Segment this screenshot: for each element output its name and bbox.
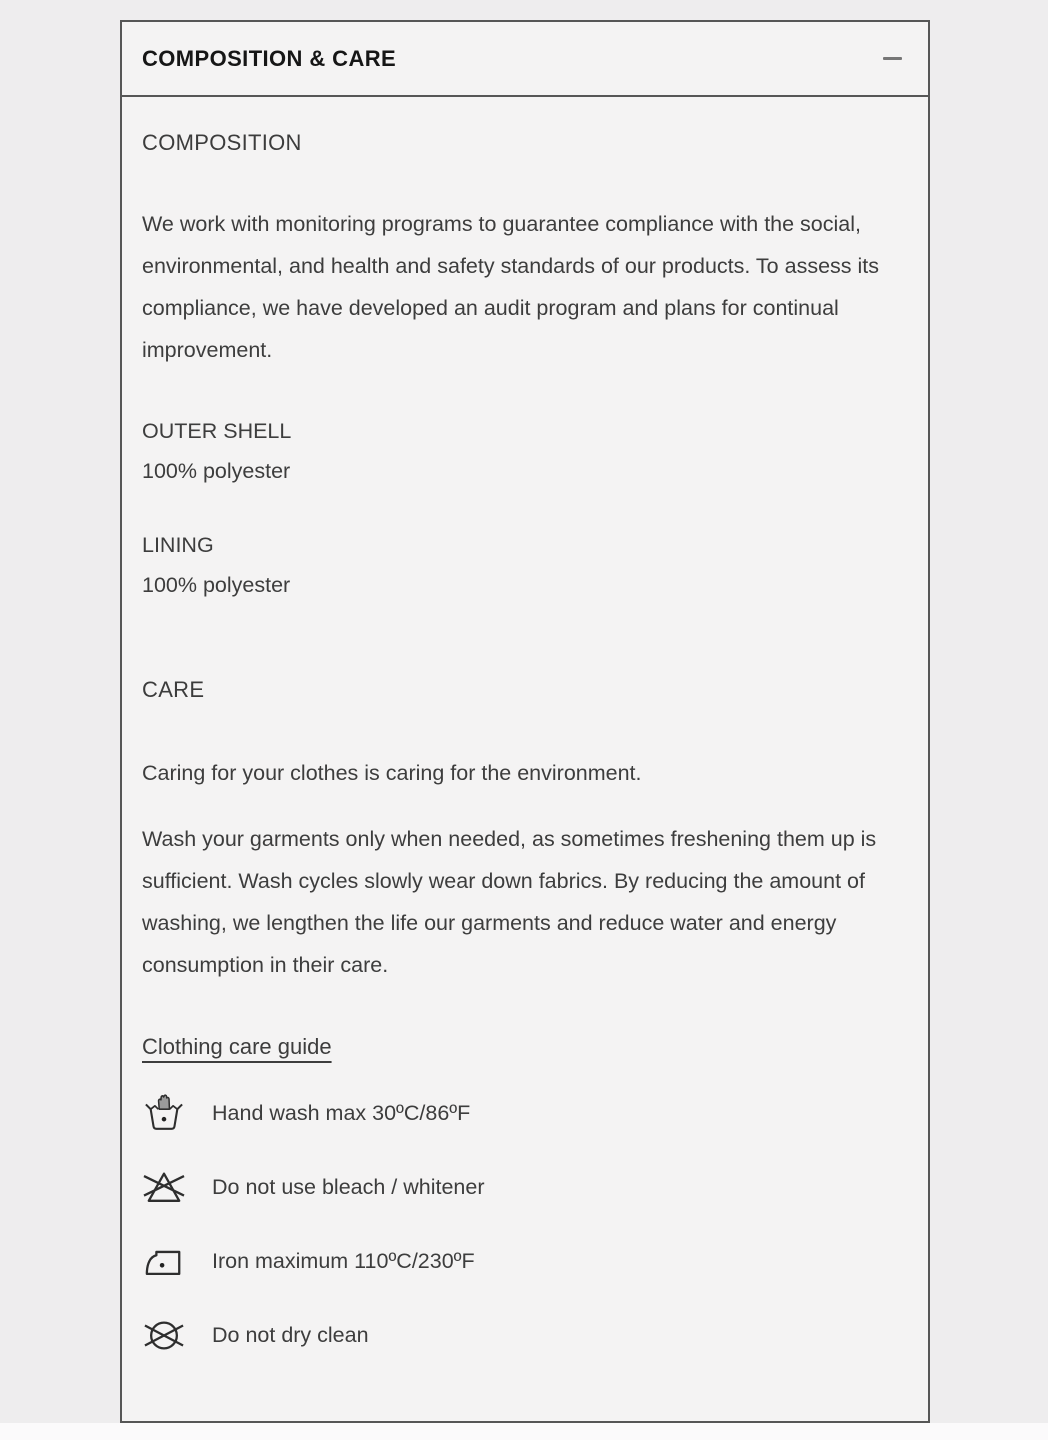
care-instruction-label: Iron maximum 110ºC/230ºF: [212, 1248, 475, 1273]
guide-link-wrap: [142, 1032, 902, 1062]
panel-title: COMPOSITION & CARE: [142, 45, 397, 71]
composition-intro-paragraph: We work with monitoring programs to guarantee compliance with the social, environmental, and health and safety standards of our products. To assess its compliance, we have developed an audit program and plans for continual improvement.: [142, 212, 880, 362]
materials-list: [142, 411, 902, 605]
accordion-header-composition-care[interactable]: [122, 22, 928, 97]
composition-care-panel: [120, 20, 930, 1423]
material-part: LINING: [142, 533, 214, 557]
page-bottom-strip: [0, 1423, 1048, 1440]
care-instruction-label: Hand wash max 30ºC/86ºF: [212, 1100, 471, 1125]
material-fabric: 100% polyester: [142, 573, 291, 597]
care-tagline: Caring for your clothes is caring for the environment.: [142, 761, 642, 785]
material-fabric: 100% polyester: [142, 459, 291, 483]
hand-wash-icon: [142, 1092, 186, 1134]
material-block: [142, 525, 902, 605]
iron-max-icon: [142, 1240, 186, 1282]
clothing-care-guide-link[interactable]: Clothing care guide: [142, 1034, 332, 1059]
care-body-paragraph: Wash your garments only when needed, as sometimes freshening them up is sufficient. Wash cycles slowly wear down fabrics. By reducing the amount of washing, we lengthen the life our garments and reduce water and energy consumption in their care.: [142, 827, 877, 977]
care-instruction-row: [142, 1090, 902, 1136]
composition-heading: COMPOSITION: [142, 130, 302, 155]
do-not-dry-clean-icon: [142, 1314, 186, 1356]
care-instruction-row: [142, 1164, 902, 1210]
collapse-minus-icon[interactable]: [883, 57, 902, 60]
care-instruction-label: Do not dry clean: [212, 1322, 369, 1347]
care-instructions-list: [142, 1090, 902, 1358]
care-instruction-label: Do not use bleach / whitener: [212, 1174, 485, 1199]
panel-body: [122, 97, 928, 1358]
care-heading: CARE: [142, 677, 205, 702]
material-part: OUTER SHELL: [142, 419, 292, 443]
material-block: [142, 411, 902, 491]
care-instruction-row: [142, 1238, 902, 1284]
do-not-bleach-icon: [142, 1166, 186, 1208]
care-instruction-row: [142, 1312, 902, 1358]
